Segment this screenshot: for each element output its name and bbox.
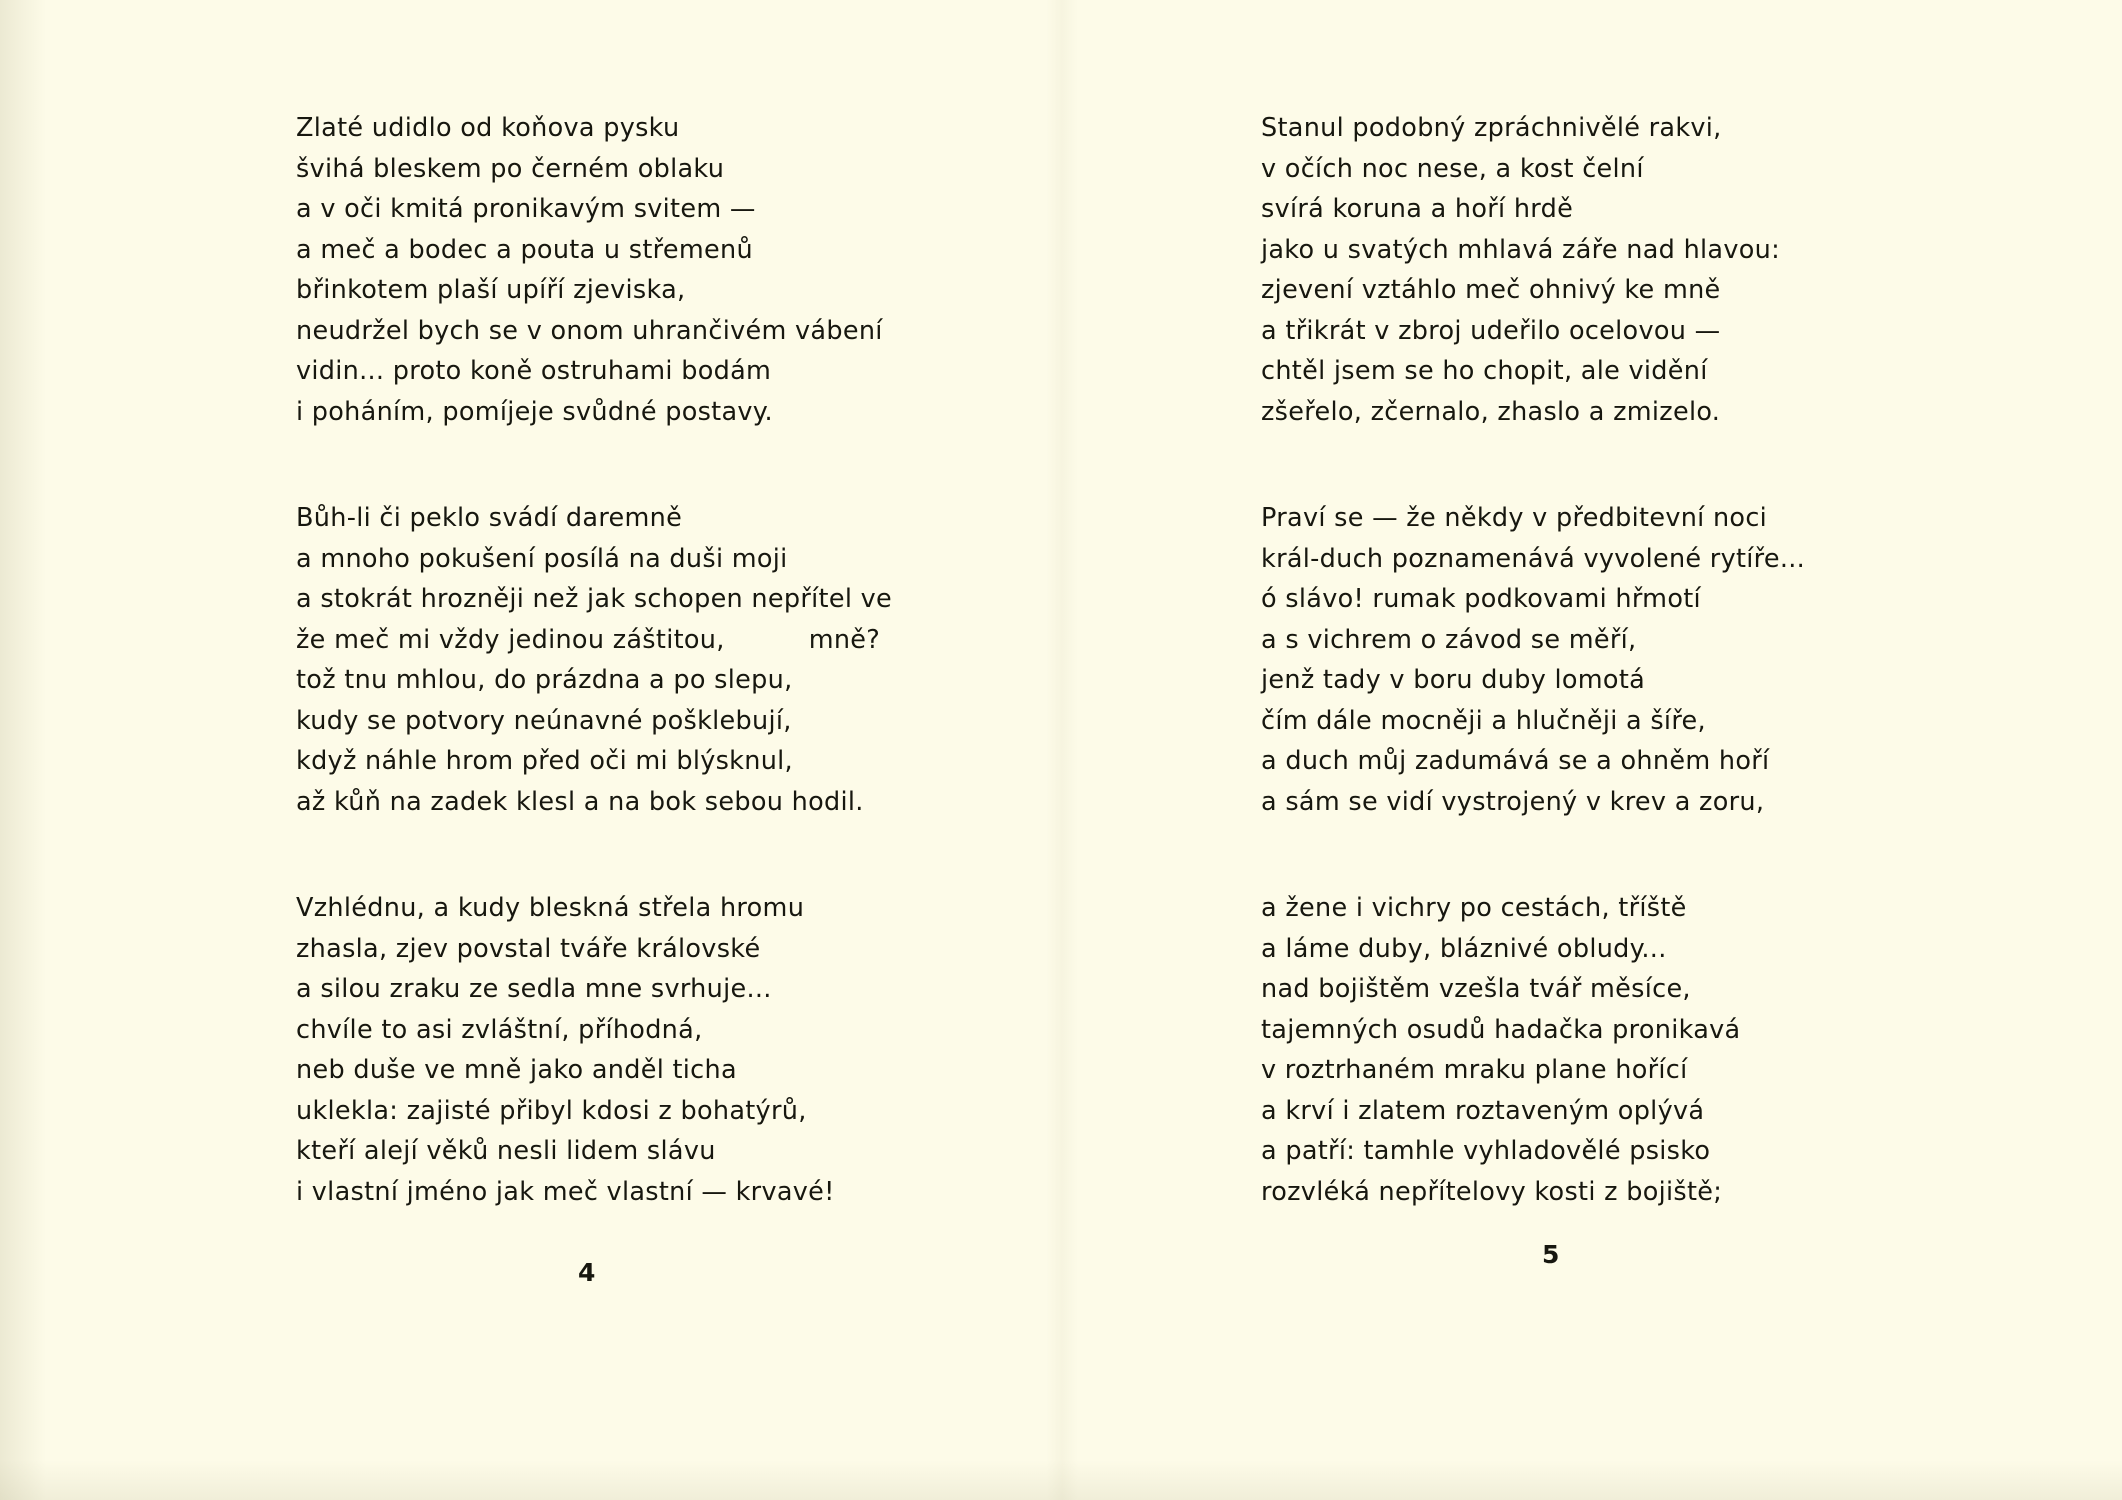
poem-line: Vzhlédnu, a kudy bleskná střela hromu bbox=[296, 893, 805, 923]
poem-line: zjevení vztáhlo meč ohnivý ke mně bbox=[1261, 275, 1721, 305]
poem-line: kudy se potvory neúnavné pošklebují, bbox=[296, 705, 792, 736]
poem-line: zhasla, zjev povstal tváře královské bbox=[296, 933, 761, 964]
poem-line: svírá koruna a hoří hrdě bbox=[1261, 194, 1574, 224]
poem-line: neudržel bych se v onom uhrančivém vábení bbox=[296, 315, 883, 346]
stanza bbox=[1261, 888, 1805, 1212]
poem-line: a s vichrem o závod se měří, bbox=[1261, 624, 1637, 655]
poem-line: jako u svatých mhlavá záře nad hlavou: bbox=[1261, 234, 1780, 265]
poem-line: nad bojištěm vzešla tvář měsíce, bbox=[1261, 974, 1691, 1004]
poem-line: Praví se — že někdy v předbitevní noci bbox=[1261, 503, 1768, 533]
poem-line: uklekla: zajisté přibyl kdosi z bohatýrů, bbox=[296, 1095, 807, 1126]
poem-line: čím dále mocněji a hlučněji a šíře, bbox=[1261, 705, 1706, 736]
poem-line: švihá bleskem po černém oblaku bbox=[296, 153, 725, 184]
poem-line: a třikrát v zbroj udeřilo ocelovou — bbox=[1261, 315, 1721, 346]
poem-line: vidin... proto koně ostruhami bodám bbox=[296, 356, 772, 386]
poem-line: jenž tady v boru duby lomotá bbox=[1261, 665, 1646, 695]
poem-line: a žene i vichry po cestách, tříště bbox=[1261, 893, 1687, 923]
poem-line: chtěl jsem se ho chopit, ale vidění bbox=[1261, 356, 1708, 386]
poem-line: i vlastní jméno jak meč vlastní — krvavé! bbox=[296, 1176, 835, 1207]
poem-line: když náhle hrom před oči mi blýsknul, bbox=[296, 746, 793, 776]
stanza bbox=[296, 888, 892, 1212]
poem-line: a sám se vidí vystrojený v krev a zoru, bbox=[1261, 786, 1765, 817]
poem-line: král-duch poznamenává vyvolené rytíře... bbox=[1261, 543, 1806, 574]
poem-line: zšeřelo, zčernalo, zhaslo a zmizelo. bbox=[1261, 396, 1721, 427]
poem-line: Stanul podobný zpráchnivělé rakvi, bbox=[1261, 113, 1722, 143]
poem-line: v očích noc nese, a kost čelní bbox=[1261, 153, 1644, 184]
poem-line: rozvléká nepřítelovy kosti z bojiště; bbox=[1261, 1176, 1723, 1207]
stanza bbox=[1261, 498, 1805, 822]
poem-line: až kůň na zadek klesl a na bok sebou hodil. bbox=[296, 786, 864, 817]
poem-line: chvíle to asi zvláštní, příhodná, bbox=[296, 1014, 703, 1045]
page-number: 5 bbox=[1542, 1240, 1560, 1269]
page-number: 4 bbox=[578, 1258, 596, 1287]
poem-line: i poháním, pomíjeje svůdné postavy. bbox=[296, 396, 773, 427]
right-page-text-column bbox=[1261, 108, 1805, 1212]
stanza bbox=[296, 108, 892, 432]
right-page-inner bbox=[1061, 0, 2122, 1500]
poem-line: a v oči kmitá pronikavým svitem — bbox=[296, 194, 756, 224]
stanza bbox=[1261, 108, 1805, 432]
poem-line: tož tnu mhlou, do prázdna a po slepu, bbox=[296, 665, 793, 695]
poem-line: a stokrát hrozněji než jak schopen nepřítel ve bbox=[296, 584, 892, 614]
left-page-text-column bbox=[296, 108, 892, 1212]
poem-line: a láme duby, bláznivé obludy... bbox=[1261, 933, 1667, 964]
poem-line: a patří: tamhle vyhladovělé psisko bbox=[1261, 1136, 1711, 1166]
poem-line: v roztrhaném mraku plane hořící bbox=[1261, 1055, 1688, 1085]
poem-line: a meč a bodec a pouta u střemenů bbox=[296, 234, 753, 265]
poem-line: neb duše ve mně jako anděl ticha bbox=[296, 1055, 737, 1085]
poem-line: břinkotem plaší upíří zjeviska, bbox=[296, 275, 686, 305]
poem-line: ó slávo! rumak podkovami hřmotí bbox=[1261, 584, 1701, 614]
poem-line: kteří alejí věků nesli lidem slávu bbox=[296, 1136, 716, 1166]
poem-line: a krví i zlatem roztaveným oplývá bbox=[1261, 1095, 1705, 1126]
poem-line: Bůh-li či peklo svádí daremně bbox=[296, 503, 683, 533]
poem-line: Zlaté udidlo od koňova pysku bbox=[296, 113, 680, 143]
right-page bbox=[1061, 0, 2122, 1500]
poem-line: a mnoho pokušení posílá na duši moji bbox=[296, 543, 788, 574]
stanza bbox=[296, 498, 892, 822]
poem-line: že meč mi vždy jedinou záštitou, mně? bbox=[296, 624, 881, 655]
poem-line: tajemných osudů hadačka pronikavá bbox=[1261, 1014, 1741, 1045]
poem-line: a duch můj zadumává se a ohněm hoří bbox=[1261, 746, 1770, 776]
poem-line: a silou zraku ze sedla mne svrhuje... bbox=[296, 974, 772, 1004]
